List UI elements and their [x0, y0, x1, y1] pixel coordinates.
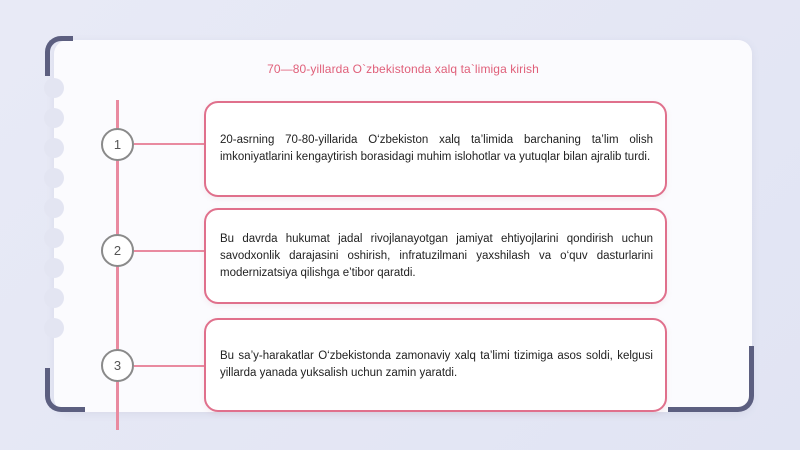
step-text: 20-asrning 70-80-yillarida O‘zbekiston xalq ta’limida barchaning ta’lim olish imkoniyatlarini kengaytirish borasidagi muhim islohotlar va yutuqlar bilan ajralib turdi. — [220, 134, 653, 163]
slide-title: 70—80-yillarda O`zbekistonda xalq ta`limiga kirish — [267, 62, 539, 76]
timeline-connector — [134, 143, 204, 145]
step-text: Bu sa’y-harakatlar O‘zbekistonda zamonaviy xalq ta’limi tizimiga asos soldi, kelgusi yillarda yanada yuksalish uchun zamin yaratdi. — [220, 350, 653, 379]
step-card-2 — [204, 208, 667, 304]
step-card-1 — [204, 101, 667, 197]
binding-hole — [44, 138, 64, 158]
step-number-badge: 2 — [101, 234, 134, 267]
step-number-badge: 1 — [101, 128, 134, 161]
binding-hole — [44, 228, 64, 248]
corner-bracket-bottom-right — [668, 346, 754, 412]
binding-hole — [44, 168, 64, 188]
timeline-connector — [134, 365, 204, 367]
binding-hole — [44, 318, 64, 338]
binding-hole — [44, 78, 64, 98]
binding-hole — [44, 258, 64, 278]
binding-hole — [44, 198, 64, 218]
step-card-3 — [204, 318, 667, 412]
step-text: Bu davrda hukumat jadal rivojlanayotgan jamiyat ehtiyojlarini qondirish uchun savodxonlik darajasini oshirish, infratuzilmani yaxshilash va o‘quv dasturlarini modernizatsiya qilishga e’tibor qaratdi. — [220, 232, 653, 279]
binding-hole — [44, 108, 64, 128]
step-number-badge: 3 — [101, 349, 134, 382]
timeline-connector — [134, 250, 204, 252]
corner-bracket-bottom-left — [45, 368, 85, 412]
binding-hole — [44, 288, 64, 308]
